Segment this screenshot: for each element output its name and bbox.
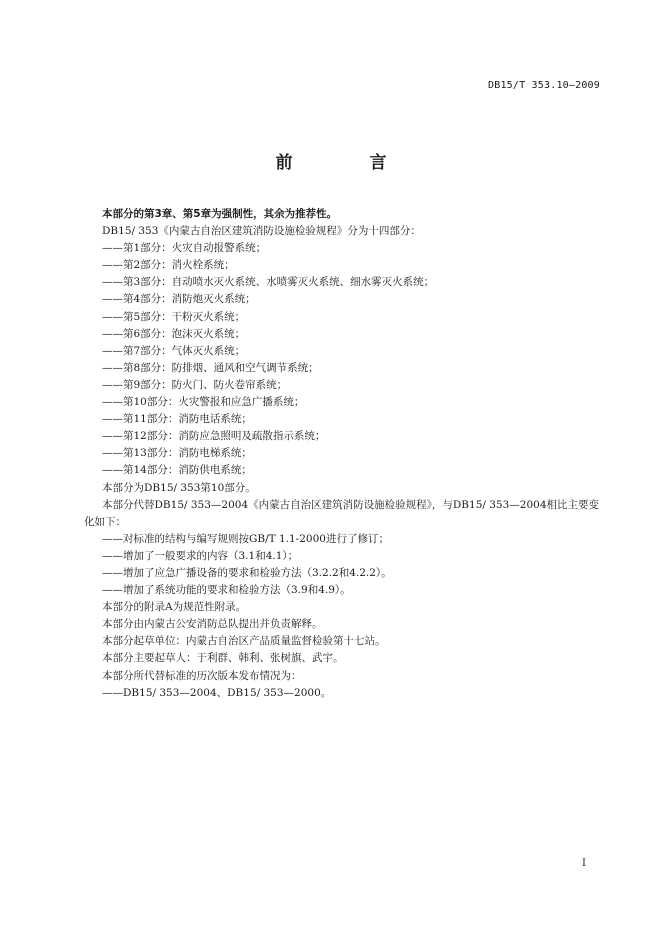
list-item: ——第11部分：消防电话系统； xyxy=(102,413,252,426)
parts-list xyxy=(84,240,604,479)
list-item: ——第5部分：干粉灭火系统； xyxy=(102,310,246,323)
list-item: ——第12部分：消防应急照明及疏散指示系统； xyxy=(102,430,326,443)
page-title: 前 言 xyxy=(275,153,417,173)
history-item: ——DB15/ 353—2004、DB15/ 353—2000。 xyxy=(102,686,332,699)
list-item: ——第1部分：火灾自动报警系统； xyxy=(102,242,267,255)
list-item: ——第9部分：防火门、防火卷帘系统； xyxy=(102,378,288,391)
foreword-body xyxy=(84,206,604,702)
list-item: ——第10部分：火灾警报和应急广播系统； xyxy=(102,396,305,409)
list-item: ——第6部分：泡沫灭火系统； xyxy=(102,327,246,340)
list-item: ——增加了一般要求的内容（3.1和4.1）； xyxy=(102,549,299,562)
list-item: ——第14部分：消防供电系统； xyxy=(102,464,252,477)
changes-list xyxy=(84,531,604,599)
mandatory-note: 本部分的第3章、第5章为强制性，其余为推荐性。 xyxy=(102,208,338,220)
proposed-by-paragraph: 本部分由内蒙古公安消防总队提出并负责解释。 xyxy=(102,618,323,631)
list-item: ——第13部分：消防电梯系统； xyxy=(102,447,252,460)
drafters-paragraph: 本部分主要起草人：于利群、韩利、张树旗、武宇。 xyxy=(102,652,344,665)
page-number: I xyxy=(582,858,586,869)
list-item: ——第7部分：气体灭火系统； xyxy=(102,344,246,357)
list-item: ——增加了系统功能的要求和检验方法（3.9和4.9）。 xyxy=(102,584,351,597)
this-part-paragraph: 本部分为DB15/ 353第10部分。 xyxy=(102,481,256,494)
list-item: ——对标准的结构与编写规则按GB/T 1.1-2000进行了修订； xyxy=(102,532,389,545)
list-item: ——增加了应急广播设备的要求和检验方法（3.2.2和4.2.2）。 xyxy=(102,566,392,579)
list-item: ——第3部分：自动喷水灭火系统、水喷雾灭火系统、细水雾灭火系统； xyxy=(102,276,435,289)
standard-code: DB15/T 353.10—2009 xyxy=(488,80,600,91)
list-item: ——第2部分：消火栓系统； xyxy=(102,259,235,272)
intro-paragraph: DB15/ 353《内蒙古自治区建筑消防设施检验规程》分为十四部分： xyxy=(102,225,421,238)
history-intro-paragraph: 本部分所代替标准的历次版本发布情况为： xyxy=(102,669,302,682)
list-item: ——第4部分：消防炮灭火系统； xyxy=(102,293,256,306)
replaces-paragraph: 本部分代替DB15/ 353—2004《内蒙古自治区建筑消防设施检验规程》，与DB15/ 353—2004相比主要变化如下： xyxy=(84,498,600,528)
appendix-paragraph: 本部分的附录A为规范性附录。 xyxy=(102,601,247,614)
list-item: ——第8部分：防排烟、通风和空气调节系统； xyxy=(102,361,319,374)
drafting-unit-paragraph: 本部分起草单位：内蒙古自治区产品质量监督检验第十七站。 xyxy=(102,635,386,648)
